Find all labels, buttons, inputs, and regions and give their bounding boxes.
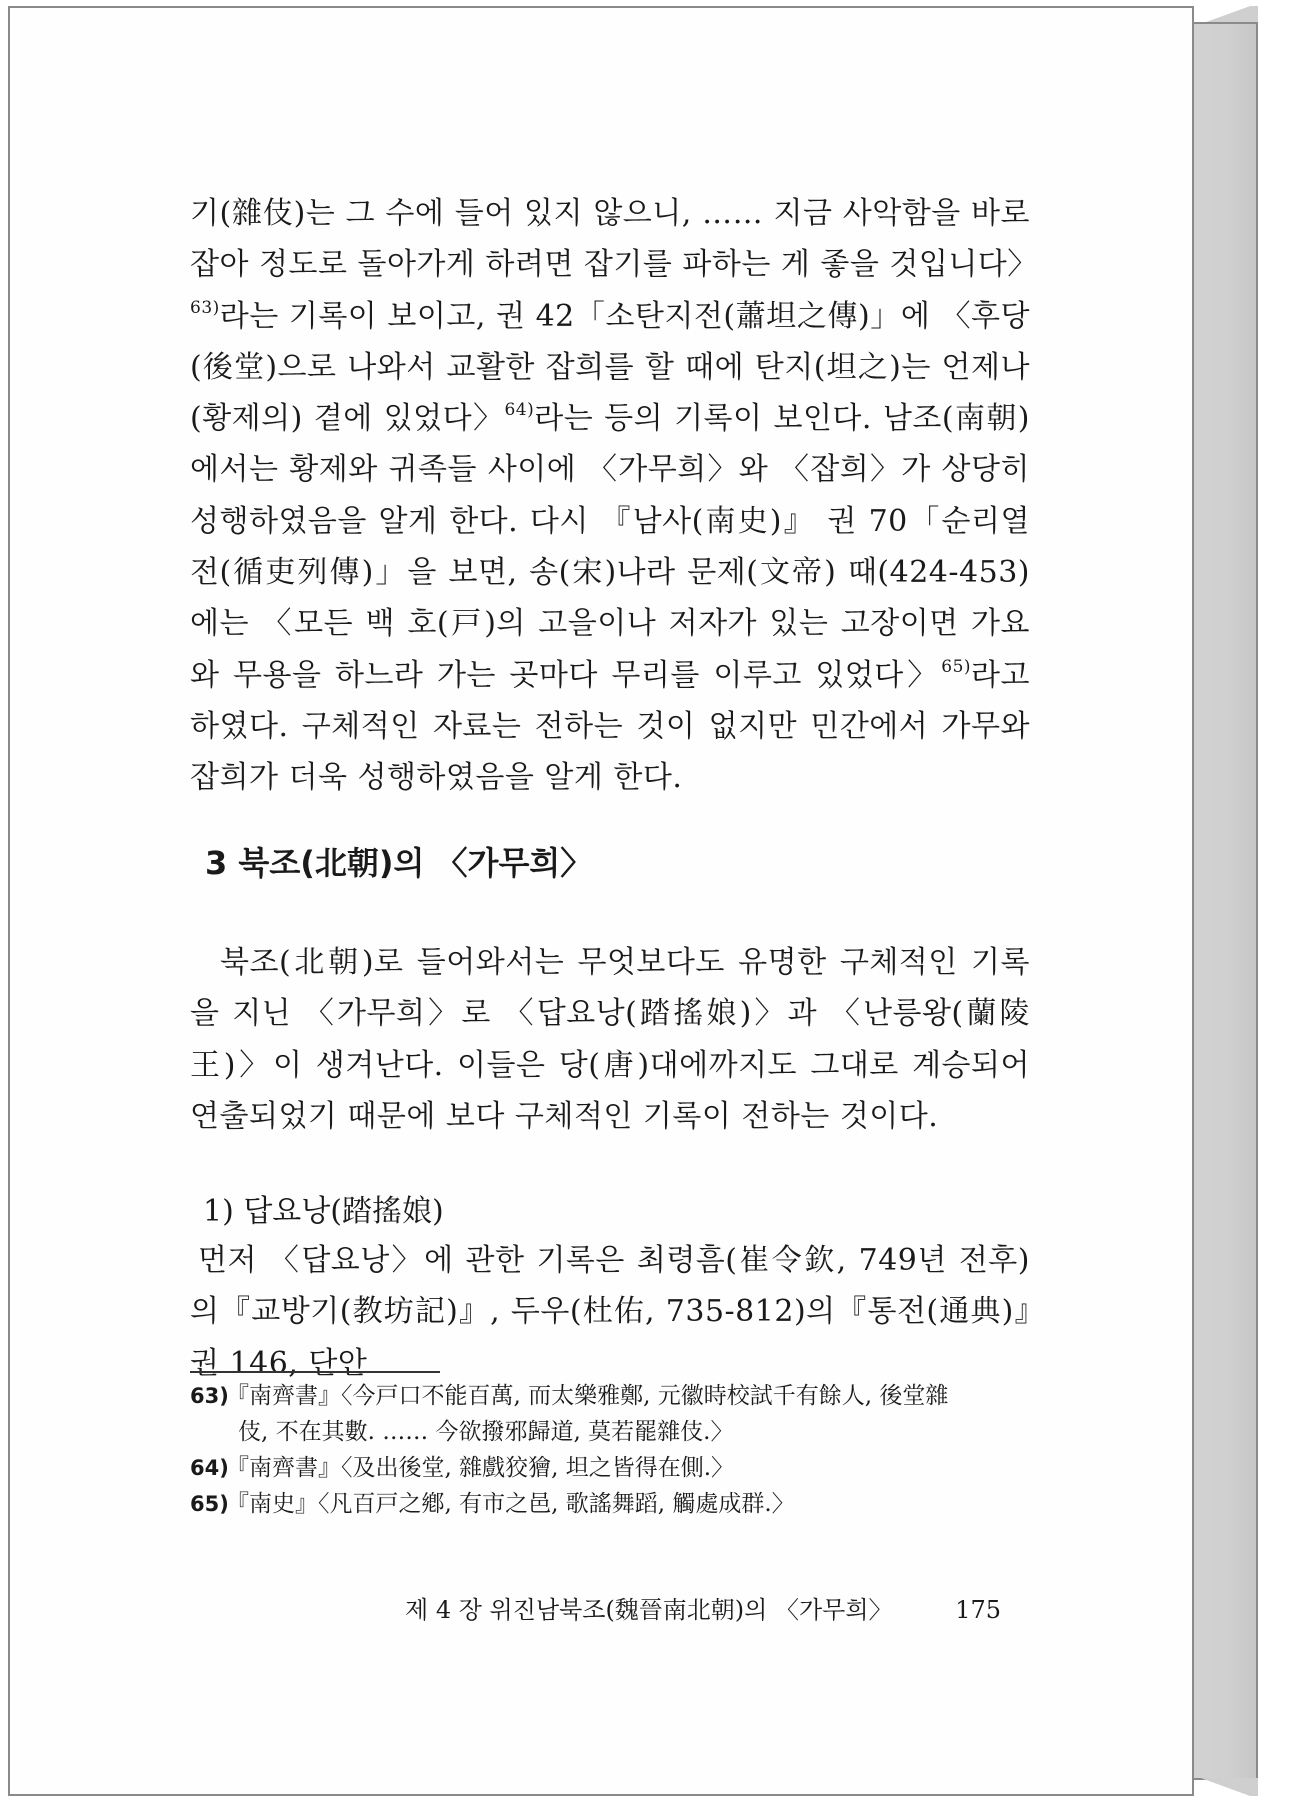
- paragraph-text: 북조(北朝)로 들어와서는 무엇보다도 유명한 구체적인 기록을 지닌 〈가무희〉로 〈답요낭(踏搖娘)〉과 〈난릉왕(蘭陵王)〉이 생겨난다. 이들은 당(唐)대에까지도 그대로 계승되어 연출되었기 때문에 보다 구체적인 기록이 전하는 것이다.: [190, 945, 1030, 1134]
- page-edge-bottom: [1194, 1778, 1258, 1796]
- sub-heading: 1) 답요낭(踏搖娘): [203, 1194, 444, 1229]
- footnote-63: [190, 1378, 1030, 1414]
- footnote-text: 伎, 不在其數. …… 今欲撥邪歸道, 莫若罷雜伎.〉: [238, 1419, 734, 1445]
- section-heading: 3 북조(北朝)의 〈가무희〉: [205, 844, 593, 882]
- footnote-number: 65): [190, 1492, 229, 1516]
- paragraph-text: 라고 하였다. 구체적인 자료는 전하는 것이 없지만 민간에서 가무와 잡희가 더욱 성행하였음을 알게 한다.: [190, 657, 1030, 796]
- paragraph-text: 라는 기록이 보이고, 권 42「소탄지전(蕭坦之傳)」에 〈후당(後堂)으로 나와서 교활한 잡희를 할 때에 탄지(坦之)는 언제나 (황제의) 곁에 있었다〉: [190, 298, 1030, 437]
- paragraph-text: 먼저 〈답요낭〉에 관한 기록은 최령흠(崔令欽, 749년 전후)의『교방기(教坊記)』, 두우(杜佑, 735-812)의『통전(通典)』권 146, 단안: [190, 1243, 1030, 1381]
- paragraph-text: 라는 등의 기록이 보인다. 남조(南朝)에서는 황제와 귀족들 사이에 〈가무희〉와 〈잡희〉가 상당히 성행하였음을 알게 한다. 다시 『남사(南史)』 권 70「순리열전(循吏列傳)」을 보면, 송(宋)나라 문제(文帝) 때(424-453)에는 〈모든 백 호(戸)의 고을이나 저자가 있는 고장이면 가요와 무용을 하느라 가는 곳마다 무리를 이루고 있었다〉: [190, 401, 1030, 693]
- footnote-ref-63[interactable]: 63): [190, 297, 220, 318]
- footnote-ref-64[interactable]: 64): [504, 400, 535, 421]
- running-title: 제 4 장 위진남북조(魏晉南北朝)의 〈가무희〉: [405, 1596, 893, 1624]
- footnote-divider: [190, 1371, 440, 1373]
- footnote-text: 『南齊書』〈及出後堂, 雜戲狡獪, 坦之皆得在側.〉: [226, 1455, 735, 1481]
- footnote-number: 64): [190, 1456, 229, 1480]
- footnote-text: 『南史』〈凡百戸之鄕, 有市之邑, 歌謠舞蹈, 觸處成群.〉: [226, 1491, 795, 1517]
- footnote-64: [190, 1450, 1030, 1486]
- body-paragraph-1: [190, 188, 1038, 804]
- footnotes: [190, 1378, 1030, 1522]
- body-paragraph-2: [190, 937, 1030, 1142]
- footnote-text: 『南齊書』〈今戸口不能百萬, 而太樂雅鄭, 元徽時校試千有餘人, 後堂雜: [226, 1383, 949, 1409]
- footnote-65: [190, 1486, 1030, 1522]
- footnote-number: 63): [190, 1384, 229, 1408]
- footnote-ref-65[interactable]: 65): [941, 656, 972, 677]
- body-paragraph-3: [190, 1235, 1030, 1389]
- running-footer: [405, 1590, 1001, 1625]
- footnote-63-cont: [190, 1414, 1030, 1450]
- page-edge: [1194, 22, 1258, 1780]
- paragraph-text: 기(雜伎)는 그 수에 들어 있지 않으니, …… 지금 사악함을 바로잡아 정도로 돌아가게 하려면 잡기를 파하는 게 좋을 것입니다〉: [190, 196, 1038, 283]
- page-number: 175: [955, 1596, 1001, 1624]
